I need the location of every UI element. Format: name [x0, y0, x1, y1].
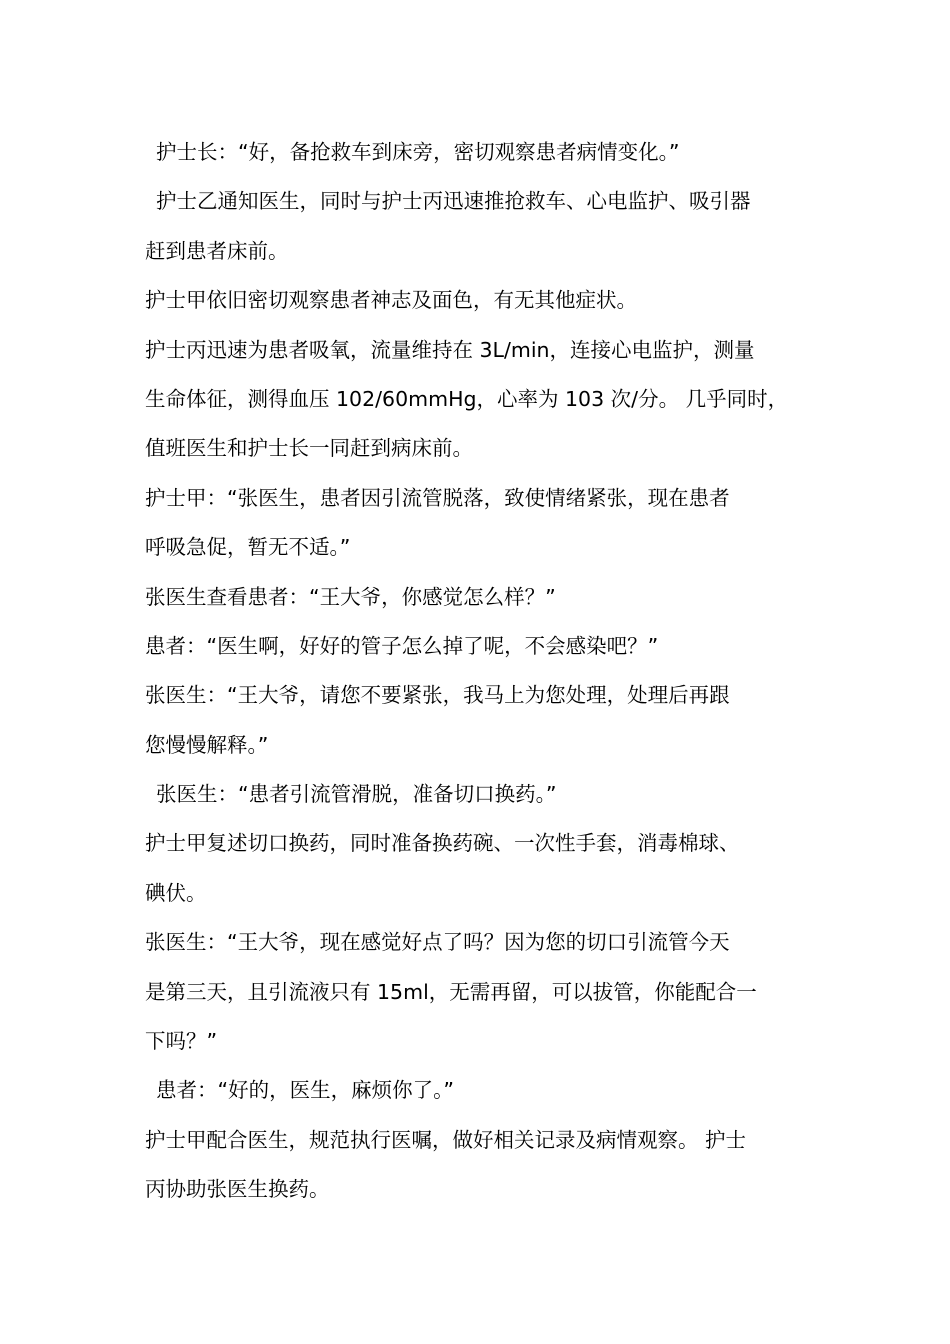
- document-body: [145, 128, 815, 1215]
- text-line: 患者：“医生啊，好好的管子怎么掉了呢，不会感染吧？”: [145, 633, 659, 658]
- text-line: 护士甲：“张医生，患者因引流管脱落，致使情绪紧张，现在患者: [145, 485, 730, 510]
- text-line: 赶到患者床前。: [145, 238, 289, 263]
- text-line: 护士丙迅速为患者吸氧，流量维持在 3L/min，连接心电监护，测量: [145, 337, 755, 362]
- text-line: 张医生：“王大爷，请您不要紧张，我马上为您处理，处理后再跟: [145, 683, 730, 708]
- text-line: 张医生查看患者：“王大爷，你感觉怎么样？”: [145, 584, 556, 609]
- text-line: 呼吸急促，暂无不适。”: [145, 535, 351, 560]
- text-line: 您慢慢解释。”: [145, 732, 269, 757]
- text-line: 护士乙通知医生，同时与护士丙迅速推抢救车、心电监护、吸引器: [156, 189, 751, 214]
- text-line: 生命体征，测得血压 102/60mmHg，心率为 103 次/分。 几乎同时，: [145, 386, 789, 411]
- text-line: 护士甲复述切口换药，同时准备换药碗、一次性手套，消毒棉球、: [145, 831, 740, 856]
- text-line: 张医生：“王大爷，现在感觉好点了吗？因为您的切口引流管今天: [145, 930, 730, 955]
- text-line: 碘伏。: [145, 880, 207, 905]
- text-line: 张医生：“患者引流管滑脱，准备切口换药。”: [156, 782, 557, 807]
- text-line: 护士甲依旧密切观察患者神志及面色，有无其他症状。: [145, 288, 637, 313]
- text-line: 护士甲配合医生，规范执行医嘱，做好相关记录及病情观察。 护士: [145, 1127, 747, 1152]
- text-line: 丙协助张医生换药。: [145, 1177, 330, 1202]
- text-line: 患者：“好的，医生，麻烦你了。”: [156, 1078, 454, 1103]
- text-line: 下吗？”: [145, 1029, 218, 1054]
- text-line: 值班医生和护士长一同赶到病床前。: [145, 436, 473, 461]
- text-line: 护士长：“好，备抢救车到床旁，密切观察患者病情变化。”: [156, 140, 680, 164]
- text-line: 是第三天，且引流液只有 15ml，无需再留，可以拔管，你能配合一: [145, 979, 757, 1004]
